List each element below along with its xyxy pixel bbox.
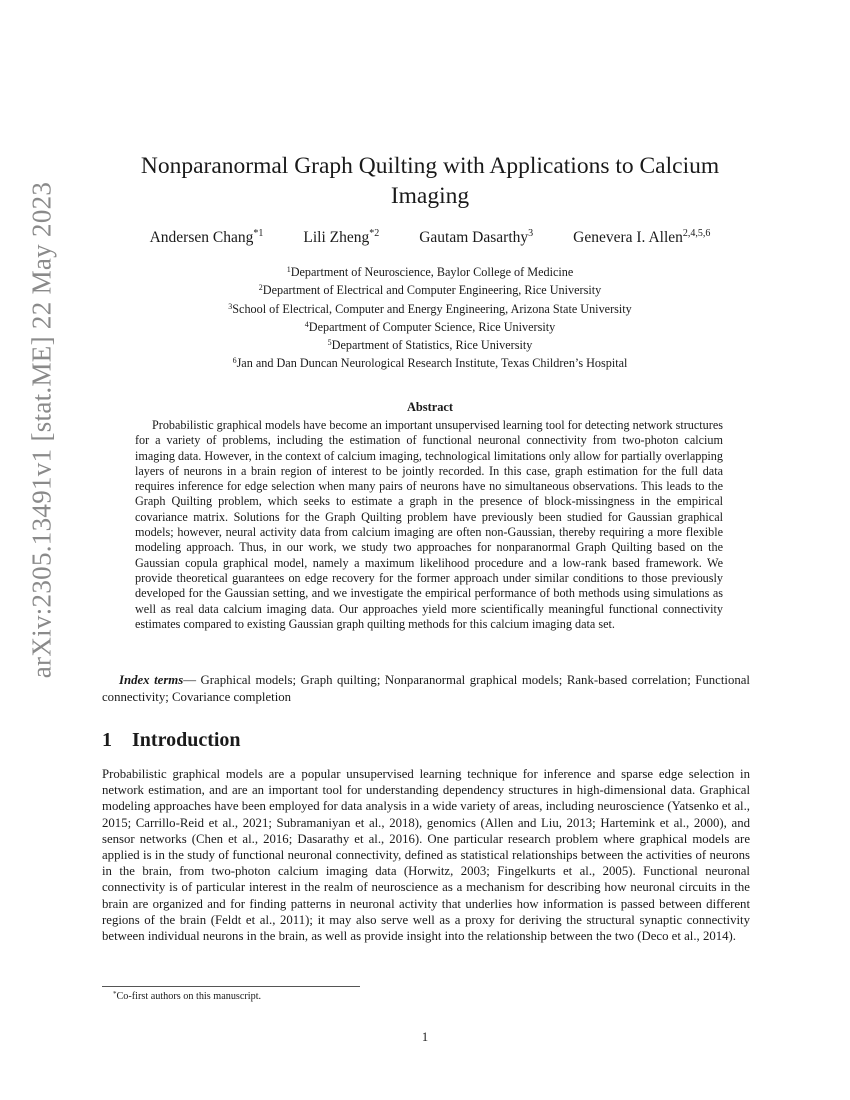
affiliation: $^6$Jan and Dan Duncan Neurological Research Institute, Texas Children’s Hospital — [232, 356, 628, 371]
introduction-paragraph: Probabilistic graphical models are a popular unsupervised learning technique for inference and sparse edge selection in network estimation, and are an important tool for understanding dependency structures in high-dimensional data. Graphical modeling approaches have been employed for data analysis in a wide variety of areas, including neuroscience (Yatsenko et al., 2015; Carrillo-Reid et al., 2021; Subramaniyan et al., 2018), genomics (Allen and Liu, 2013; Hartemink et al., 2000), and sensor networks (Chen et al., 2016; Dasarathy et al., 2016). One particular research problem where graphical models are applied is in the study of functional neuronal connectivity, defined as statistical relationships between the activities of neurons in the brain, from two-photon calcium imaging data (Horwitz, 2003; Fingelkurts et al., 2005). Functional neuronal connectivity is of particular interest in the realm of neuroscience as a mechanism for describing how neuronal circuits in the brain are organized and for finding patterns in neuronal activity that underlies how information is passed between different regions of the brain (Feldt et al., 2011); it may also serve well as a proxy for deriving the structural synaptic connectivity between individual neurons in the brain, as well as provide insight into the relationship between the two (Deco et al., 2014). — [102, 767, 750, 944]
index-terms-list: — Graphical models; Graph quilting; Nonparanormal graphical models; Rank-based correlation; Functional connectivity; Covariance completion — [102, 673, 750, 704]
author-list — [100, 228, 760, 247]
paper-title: Nonparanormal Graph Quilting with Applications to Calcium Imaging — [140, 153, 720, 209]
footnote: *Co-first authors on this manuscript. — [113, 990, 262, 1002]
author: Genevera I. Allen$^{2,4,5,6}$ — [573, 228, 711, 246]
affiliation: $^1$Department of Neuroscience, Baylor College of Medicine — [286, 265, 574, 279]
section-number: 1 — [102, 729, 112, 751]
index-terms-label: Index terms — [119, 673, 184, 687]
affiliation-list — [100, 262, 760, 372]
arxiv-identifier-stamp: arXiv:2305.13491v1 [stat.ME] 22 May 2023 — [26, 181, 57, 679]
abstract-heading: Abstract — [406, 400, 454, 414]
page-number: 1 — [421, 1030, 429, 1044]
footnote-divider — [102, 986, 360, 987]
affiliation: $^5$Department of Statistics, Rice University — [327, 338, 533, 353]
index-terms — [102, 672, 750, 705]
affiliation: $^2$Department of Electrical and Computer Engineering, Rice University — [258, 283, 602, 298]
author: Lili Zheng$^{*2}$ — [303, 228, 380, 246]
abstract-body: Probabilistic graphical models have become an important unsupervised learning tool for detecting network structures for a variety of problems, including the estimation of functional neuronal connectivity from two-photon calcium imaging data. However, in the context of calcium imaging, technological limitations only allow for partially overlapping layers of neurons in a brain region of interest to be jointly recorded. In this case, graph estimation for the full data requires inference for edge selection when many pairs of neurons have no simultaneous observations. This leads to the Graph Quilting problem, which seeks to estimate a graph in the presence of block-missingness in the empirical covariance matrix. Solutions for the Graph Quilting problem have previously been studied for Gaussian graphical models; however, neural activity data from calcium imaging are often non-Gaussian, thereby requiring a more flexible modeling approach. Thus, in our work, we study two approaches for nonparanormal Graph Quilting based on the Gaussian copula graphical model, namely a maximum likelihood procedure and a low-rank based framework. We provide theoretical guarantees on edge recovery for the former approach under similar conditions to those previously developed for the Gaussian setting, and we investigate the empirical performance of both methods using simulations as well as real data calcium imaging data. Our approaches yield more scientifically meaningful functional connectivity estimates compared to existing Gaussian graph quilting methods for this calcium imaging data set. — [135, 418, 723, 631]
section-title: Introduction — [132, 729, 241, 751]
affiliation: $^3$School of Electrical, Computer and Energy Engineering, Arizona State University — [228, 301, 632, 316]
author: Andersen Chang$^{*1}$ — [149, 228, 264, 246]
affiliation: $^4$Department of Computer Science, Rice University — [304, 319, 556, 334]
author: Gautam Dasarthy$^3$ — [419, 228, 534, 246]
section-heading-introduction — [102, 729, 241, 752]
